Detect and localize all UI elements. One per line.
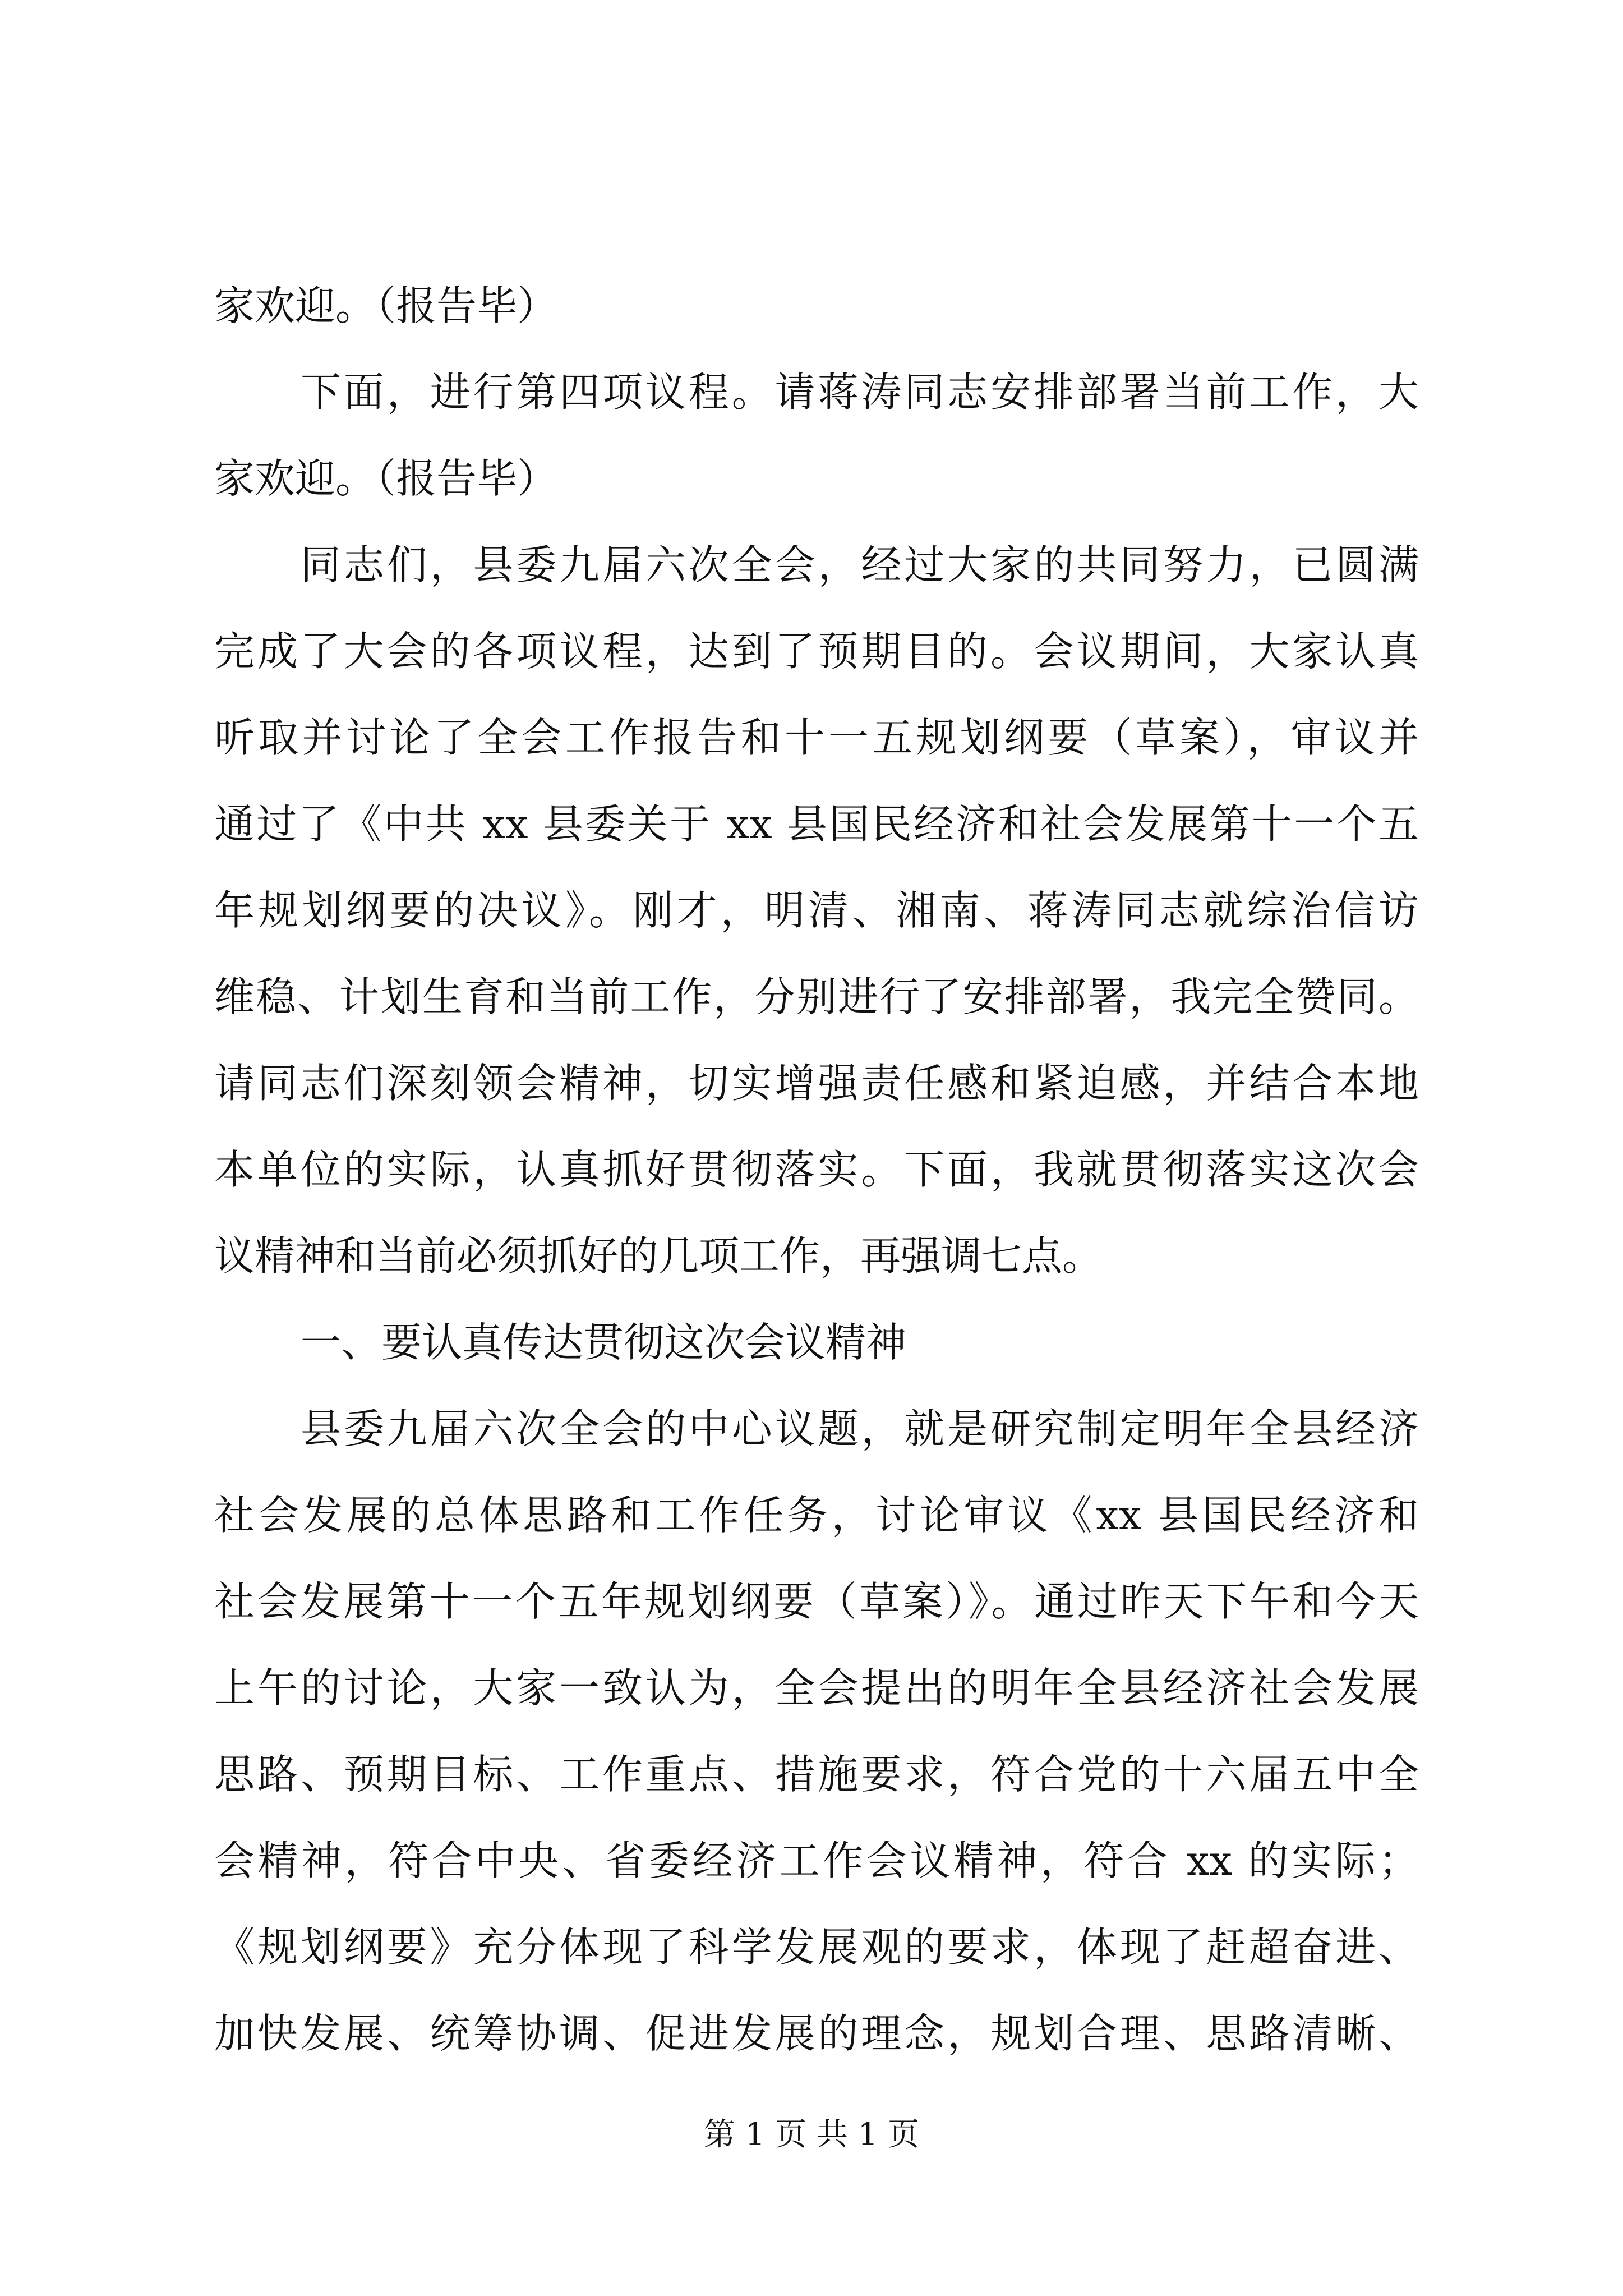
text-line: 上午的讨论，大家一致认为，全会提出的明年全县经济社会发展 [214, 1664, 1419, 1711]
text-line: 同志们，县委九届六次全会，经过大家的共同努力，已圆满 [301, 541, 1419, 588]
text-line: 年规划纲要的决议》。刚才，明清、湘南、蒋涛同志就综治信访 [214, 887, 1419, 934]
text-line: 完成了大会的各项议程，达到了预期目的。会议期间，大家认真 [214, 628, 1419, 675]
text-line: 维稳、计划生育和当前工作，分别进行了安排部署，我完全赞同。 [214, 973, 1419, 1020]
text-line: 社会发展第十一个五年规划纲要（草案）》。通过昨天下午和今天 [214, 1578, 1419, 1625]
text-line: 家欢迎。（报告毕） [214, 282, 558, 329]
text-line: 思路、预期目标、工作重点、措施要求，符合党的十六届五中全 [214, 1751, 1419, 1798]
text-line: 社会发展的总体思路和工作任务，讨论审议《xx 县国民经济和 [214, 1492, 1419, 1539]
text-line: 家欢迎。（报告毕） [214, 455, 558, 502]
document-body [214, 263, 1419, 2077]
text-line: 会精神，符合中央、省委经济工作会议精神，符合 xx 的实际； [214, 1837, 1419, 1884]
text-line: 加快发展、统筹协调、促进发展的理念，规划合理、思路清晰、 [214, 2010, 1419, 2057]
page-number-footer: 第 1 页 共 1 页 [703, 2116, 920, 2153]
text-line: 下面，进行第四项议程。请蒋涛同志安排部署当前工作，大 [301, 369, 1419, 416]
text-line: 听取并讨论了全会工作报告和十一五规划纲要（草案），审议并 [214, 714, 1419, 761]
text-line: 请同志们深刻领会精神，切实增强责任感和紧迫感，并结合本地 [214, 1060, 1419, 1107]
section-heading: 一、要认真传达贯彻这次会议精神 [301, 1319, 907, 1366]
text-line: 本单位的实际，认真抓好贯彻落实。下面，我就贯彻落实这次会 [214, 1146, 1419, 1193]
text-line: 《规划纲要》充分体现了科学发展观的要求，体现了赶超奋进、 [214, 1924, 1419, 1971]
text-line: 县委九届六次全会的中心议题，就是研究制定明年全县经济 [301, 1405, 1419, 1452]
text-line: 通过了《中共 xx 县委关于 xx 县国民经济和社会发展第十一个五 [214, 800, 1419, 848]
text-line: 议精神和当前必须抓好的几项工作，再强调七点。 [214, 1232, 1103, 1280]
